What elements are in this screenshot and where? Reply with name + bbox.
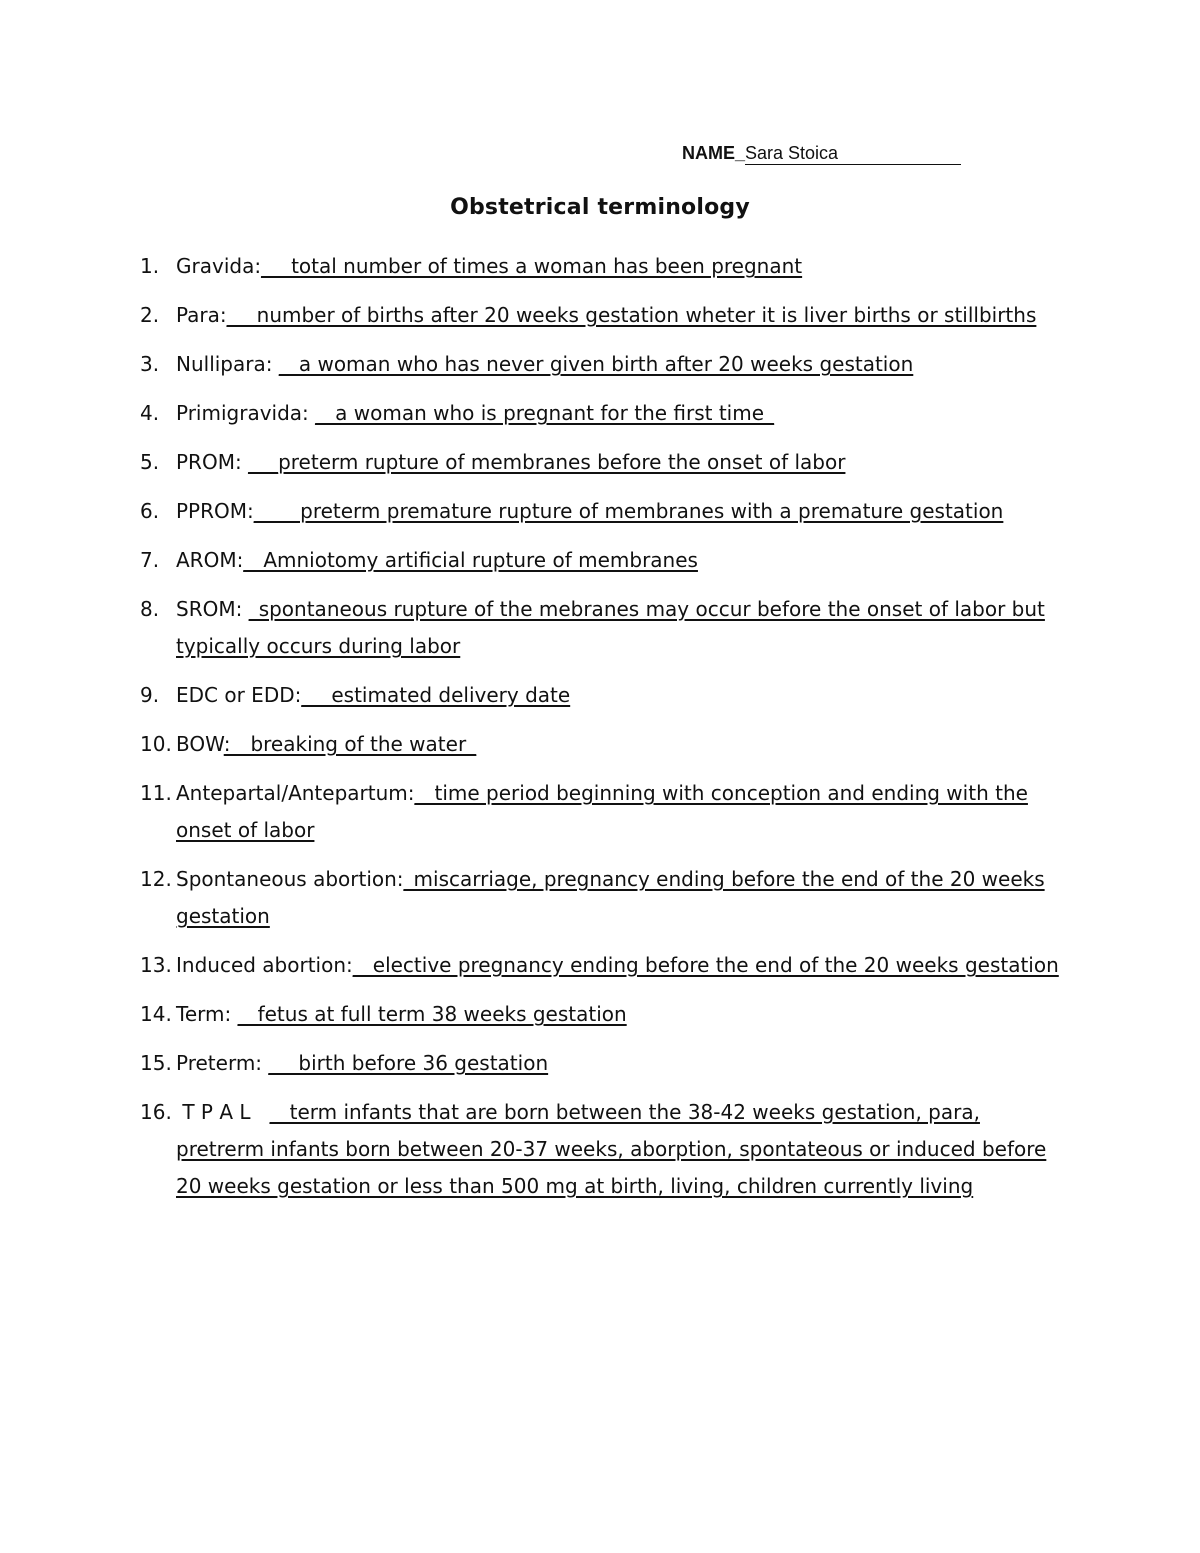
item-number: 12. <box>140 867 172 891</box>
item-answer: __elective pregnancy ending before the end of the 20 weeks gestation <box>352 953 1059 977</box>
terminology-list <box>140 248 1065 1217</box>
page-title: Obstetrical terminology <box>450 195 750 220</box>
item-number: 3. <box>140 352 160 376</box>
item-number: 4. <box>140 401 160 425</box>
item-number: 5. <box>140 450 160 474</box>
item-term: EDC or EDD: <box>176 683 302 707</box>
item-number: 11. <box>140 781 172 805</box>
item-term: SROM: <box>176 597 249 621</box>
list-item <box>140 726 1065 763</box>
item-term: Induced abortion: <box>176 953 353 977</box>
item-answer: ____ preterm premature rupture of membranes with a premature gestation <box>253 499 1004 523</box>
item-answer: __a woman who has never given birth after 20 weeks gestation <box>278 352 914 376</box>
list-item <box>140 444 1065 481</box>
item-term: Para: <box>176 303 227 327</box>
item-answer: _miscarriage, pregnancy ending before the end of the 20 weeks gestation <box>176 867 1045 928</box>
item-term: Primigravida: <box>176 401 316 425</box>
item-term: Preterm: <box>176 1051 269 1075</box>
item-answer: ___number of births after 20 weeks gestation wheter it is liver births or stillbirths <box>226 303 1037 327</box>
list-item <box>140 346 1065 383</box>
item-answer: :__breaking of the water_ <box>223 732 477 756</box>
list-item <box>140 677 1065 714</box>
list-item <box>140 395 1065 432</box>
item-number: 13. <box>140 953 172 977</box>
item-answer: ___estimated delivery date <box>301 683 571 707</box>
list-item <box>140 297 1065 334</box>
name-label: NAME_ <box>682 143 746 163</box>
item-number: 2. <box>140 303 160 327</box>
list-item <box>140 947 1065 984</box>
item-term: Nullipara: <box>176 352 279 376</box>
item-answer: ___preterm rupture of membranes before the onset of labor <box>248 450 846 474</box>
list-item <box>140 775 1065 849</box>
list-item <box>140 1045 1065 1082</box>
item-number: 7. <box>140 548 160 572</box>
item-number: 10. <box>140 732 172 756</box>
list-item <box>140 861 1065 935</box>
name-value: Sara Stoica <box>745 143 961 165</box>
item-number: 14. <box>140 1002 172 1026</box>
item-answer: __a woman who is pregnant for the first time_ <box>315 401 775 425</box>
item-term: Spontaneous abortion: <box>176 867 404 891</box>
list-item <box>140 248 1065 285</box>
list-item <box>140 1094 1065 1205</box>
item-number: 16. <box>140 1100 172 1124</box>
item-answer: __fetus at full term 38 weeks gestation <box>237 1002 627 1026</box>
list-item <box>140 591 1065 665</box>
item-answer: __Amniotomy artificial rupture of membranes <box>243 548 698 572</box>
item-answer: ___total number of times a woman has been pregnant <box>261 254 803 278</box>
item-term: PROM: <box>176 450 249 474</box>
item-answer: _spontaneous rupture of the mebranes may occur before the onset of labor but typically occurs during labor <box>176 597 1045 658</box>
item-number: 15. <box>140 1051 172 1075</box>
item-number: 9. <box>140 683 160 707</box>
list-item <box>140 493 1065 530</box>
item-term: Antepartal/Antepartum: <box>176 781 415 805</box>
item-term: T P A L <box>176 1100 270 1124</box>
item-number: 1. <box>140 254 160 278</box>
item-answer: __term infants that are born between the 38-42 weeks gestation, para, pretrerm infants born between 20-37 weeks, aborption, spontateous or induced before 20 weeks gestation or less than 500 mg at birth, living, children currently living <box>176 1100 1047 1198</box>
list-item <box>140 996 1065 1033</box>
item-term: Gravida: <box>176 254 262 278</box>
item-term: BOW <box>176 732 224 756</box>
list-item <box>140 542 1065 579</box>
item-answer: ___birth before 36 gestation <box>268 1051 549 1075</box>
name-field <box>682 143 961 165</box>
item-answer: __time period beginning with conception and ending with the onset of labor <box>176 781 1028 842</box>
item-term: PPROM: <box>176 499 254 523</box>
item-term: AROM: <box>176 548 244 572</box>
item-number: 8. <box>140 597 160 621</box>
item-number: 6. <box>140 499 160 523</box>
item-term: Term: <box>176 1002 238 1026</box>
